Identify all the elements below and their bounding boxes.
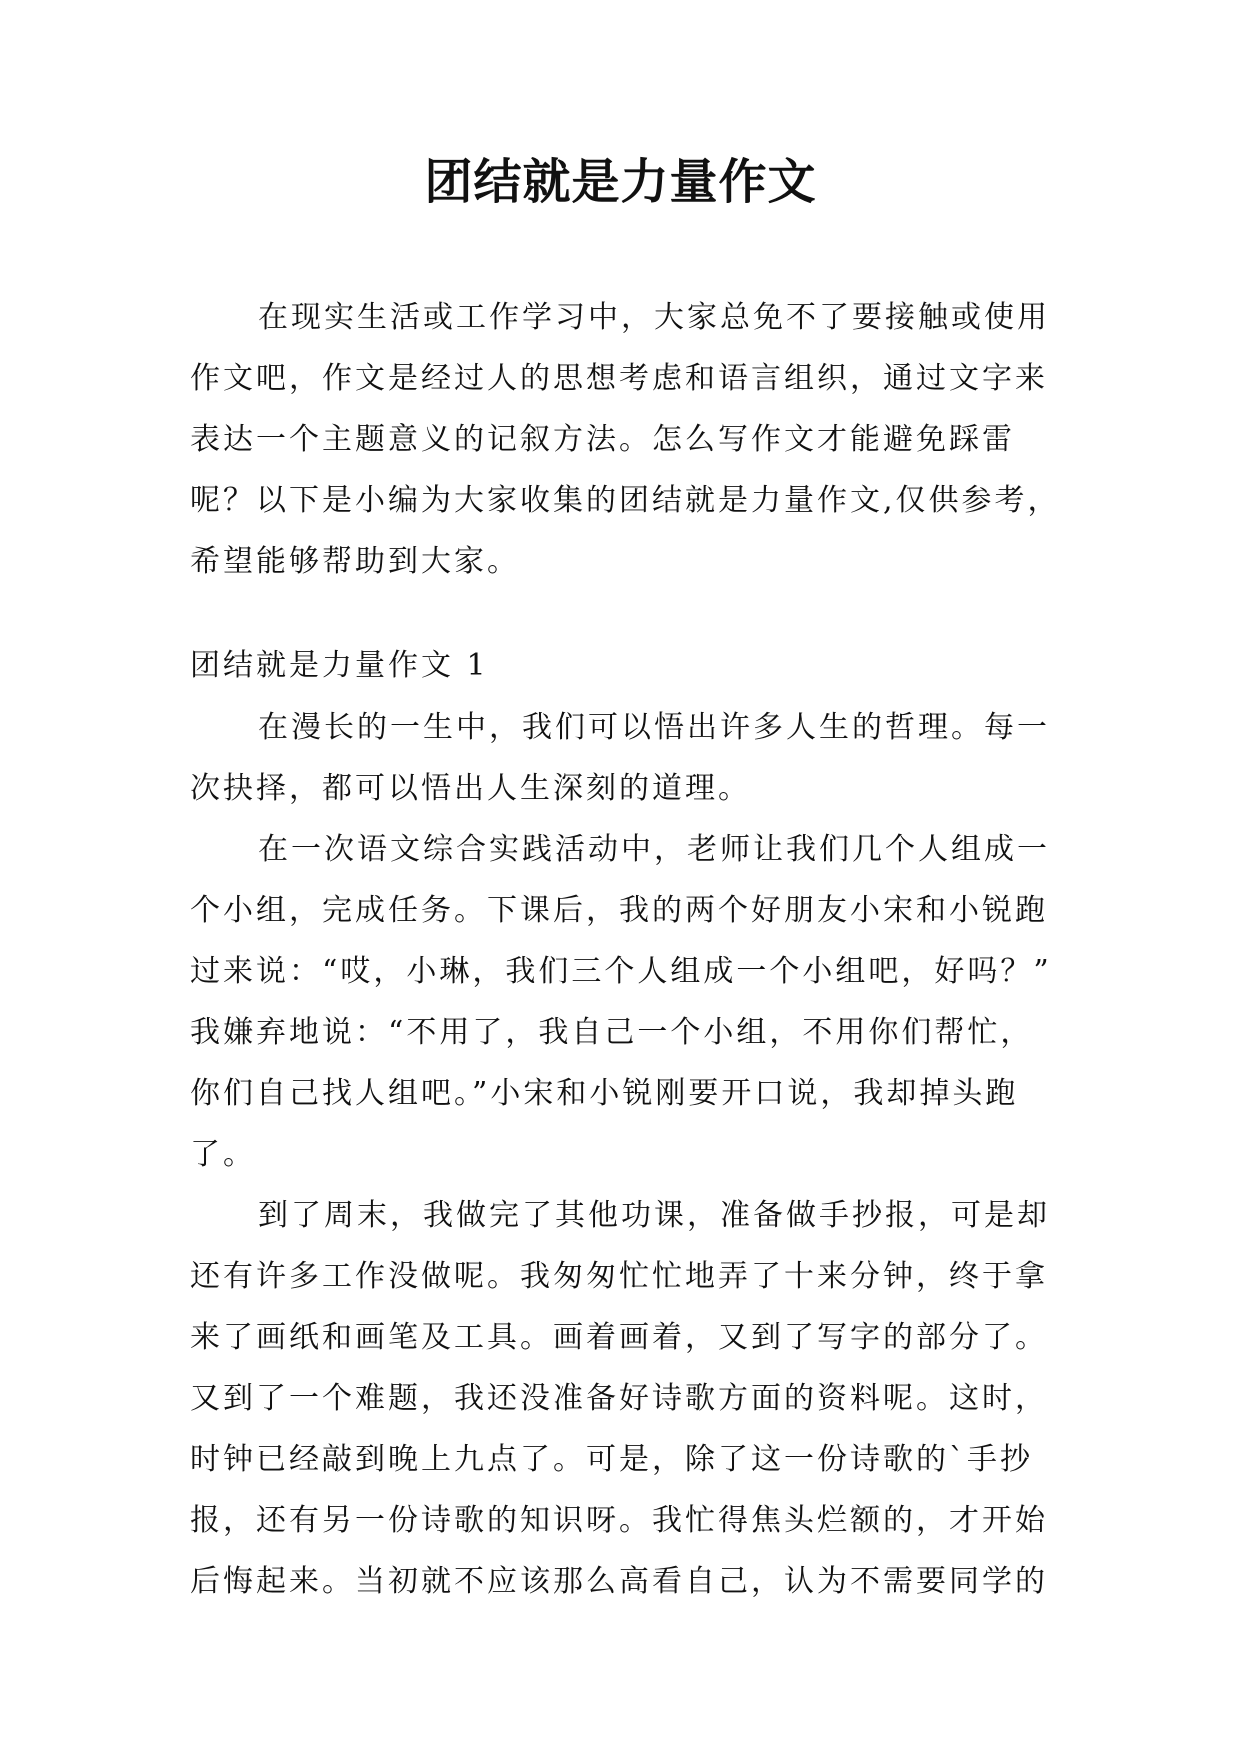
body-line-6: 我嫌弃地说：“不用了，我自己一个小组，不用你们帮忙， [190,1015,1034,1050]
body-line-13: 时钟已经敲到晚上九点了。可是，除了这一份诗歌的`手抄 [190,1442,1033,1477]
body-line-5: 过来说：“哎，小琳，我们三个人组成一个小组吧，好吗？” [190,954,1052,989]
body-line-8: 了。 [190,1137,256,1172]
body-line-3: 在一次语文综合实践活动中，老师让我们几个人组成一 [258,832,1050,867]
body-line-10: 还有许多工作没做呢。我匆匆忙忙地弄了十来分钟，终于拿 [190,1259,1048,1294]
section-heading: 团结就是力量作文 1 [190,648,489,683]
body-line-4: 个小组，完成任务。下课后，我的两个好朋友小宋和小锐跑 [190,893,1048,928]
body-line-9: 到了周末，我做完了其他功课，准备做手抄报，可是却 [258,1198,1050,1233]
intro-line-2: 作文吧，作文是经过人的思想考虑和语言组织，通过文字来 [190,361,1048,396]
intro-line-5: 希望能够帮助到大家。 [190,544,520,579]
body-line-15: 后悔起来。当初就不应该那么高看自己，认为不需要同学的 [190,1564,1048,1599]
body-line-14: 报，还有另一份诗歌的知识呀。我忙得焦头烂额的，才开始 [190,1503,1048,1538]
document-title: 团结就是力量作文 [424,154,817,210]
body-line-1: 在漫长的一生中，我们可以悟出许多人生的哲理。每一 [258,710,1050,745]
intro-line-3: 表达一个主题意义的记叙方法。怎么写作文才能避免踩雷 [190,422,1015,457]
body-line-7: 你们自己找人组吧。”小宋和小锐刚要开口说，我却掉头跑 [190,1076,1019,1111]
body-line-12: 又到了一个难题，我还没准备好诗歌方面的资料呢。这时， [190,1381,1048,1416]
intro-line-4: 呢？以下是小编为大家收集的团结就是力量作文,仅供参考， [190,483,1061,518]
body-line-11: 来了画纸和画笔及工具。画着画着，又到了写字的部分了。 [190,1320,1048,1355]
body-line-2: 次抉择，都可以悟出人生深刻的道理。 [190,771,751,806]
intro-line-1: 在现实生活或工作学习中，大家总免不了要接触或使用 [258,300,1050,335]
